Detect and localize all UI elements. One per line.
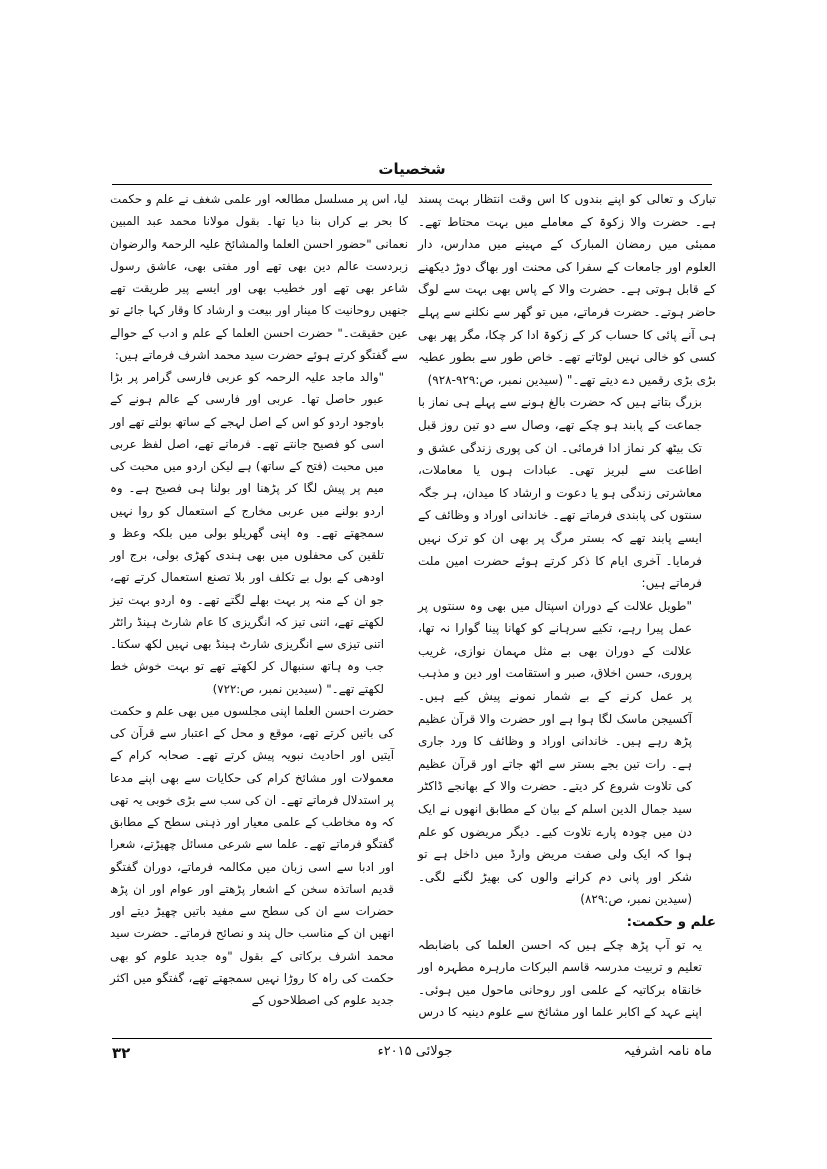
paragraph: بزرگ بتاتے ہیں کہ حضرت بالغ ہونے سے پہلے ہی نماز با جماعت کے پابند ہو چکے تھے، وصال سے دو تین روز قبل تک بیٹھ کر نماز ادا فرمائی۔ ان کی پوری زندگی عشق و اطاعت سے لبریز تھی۔ عبادات ہوں یا معاملات، معاشرتی زندگی ہو یا دعوت و ارشاد کا میدان، ہر جگہ سنتوں کی پابندی فرماتے تھے۔ خاندانی اوراد و وظائف کے ایسے پابند تھے کہ بستر مرگ پر بھی ان کو ترک نہیں فرمایا۔ آخری ایام کا ذکر کرتے ہوئے حضرت امین ملت فرماتے ہیں: xyxy=(418,395,702,591)
block-quote: "والد ماجد علیہ الرحمہ کو عربی فارسی گرامر پر بڑا عبور حاصل تھا۔ عربی اور فارسی کے عالم ہونے کے باوجود اردو کو اس کے اصل لہجے کے ساتھ بولتے تھے اور اسی کو فصیح جانتے تھے۔ فرماتے تھے، اصل لفظ عربی میں محبت (فتح کے ساتھ) ہے لیکن اردو میں محبت کی میم پر پیش لگا کر پڑھنا اور بولنا ہی فصیح ہے۔ وہ اردو بولنے میں عربی مخارج کے استعمال کو روا نہیں سمجھتے تھے۔ وہ اپنی گھریلو بولی میں بلکہ وعظ و تلقین کی محفلوں میں بھی ہندی کھڑی بولی، برج اور اودھی کے بول بے تکلف اور بلا تصنع استعمال کرتے تھے، جو ان کے منہ پر بہت بھلے لگتے تھے۔ وہ اردو بہت تیز لکھتے تھے، اتنی تیز کہ انگریزی کا عام شارٹ ہینڈ رائٹر اتنی تیزی سے انگریزی شارٹ ہینڈ بھی نہیں لکھ سکتا۔ جب وہ ہاتھ سنبھال کر لکھتے تھے تو بہت خوش خط لکھتے تھے۔" (سیدین نمبر، ص:۷۲۲) xyxy=(110,370,384,696)
section-heading: علم و حکمت: xyxy=(626,914,716,930)
paragraph: یہ تو آپ پڑھ چکے ہیں کہ احسن العلما کی باضابطہ تعلیم و تربیت مدرسہ قاسم البرکات مارہرہ مطہرہ اور خانقاہ برکاتیہ کے علمی اور روحانی ماحول میں ہوئی۔ اپنے عہد کے اکابر علما اور مشائخ سے علوم دینیہ کا درس xyxy=(418,937,702,1020)
paragraph: حضرت احسن العلما اپنی مجلسوں میں بھی علم و حکمت کی باتیں کرتے تھے، موقع و محل کے اعتبار سے قرآن کی آیتیں اور احادیث نبویہ پیش کرتے تھے۔ صحابہ کرام کے معمولات اور مشائخ کرام کی حکایات سے بھی اپنے مدعا پر استدلال فرماتے تھے۔ ان کی سب سے بڑی خوبی یہ تھی کہ وہ مخاطب کے علمی معیار اور ذہنی سطح کے مطابق گفتگو فرماتے تھے۔ علما سے شرعی مسائل چھیڑتے، شعرا اور ادبا سے اسی زبان میں مکالمہ فرماتے، دوران گفتگو قدیم اساتذہ سخن کے اشعار پڑھتے اور عوام اور ان پڑھ حضرات سے ان کی سطح سے مفید باتیں چھیڑ دیتے اور انھیں ان کے مناسب حال پند و نصائح فرماتے۔ حضرت سید محمد اشرف برکاتی کے بقول "وہ جدید علوم کو بھی حکمت کی راہ کا روڑا نہیں سمجھتے تھے، گفتگو میں اکثر جدید علوم کی اصطلاحوں کے xyxy=(110,703,394,1007)
paragraph: لیا، اس پر مسلسل مطالعہ اور علمی شغف نے علم و حکمت کا بحر بے کراں بنا دیا تھا۔ بقول مولانا محمد عبد المبین نعمانی "حضور احسن العلما والمشائخ علیہ الرحمۃ والرضوان زبردست عالم دین بھی تھے اور مفتی بھی، عاشق رسول شاعر بھی تھے اور خطیب بھی اور ایسے پیر طریقت تھے جنھیں روحانیت کا مینار اور بیعت و ارشاد کا وقار کہا جائے تو عین حقیقت۔" حضرت احسن العلما کے علم و ادب کے حوالے سے گفتگو کرتے ہوئے حضرت سید محمد اشرف فرماتے ہیں: xyxy=(110,192,408,362)
left-column xyxy=(110,188,408,1011)
header-rule xyxy=(112,184,712,185)
block-quote: "طویل علالت کے دوران اسپتال میں بھی وہ سنتوں پر عمل پیرا رہے، تکیے سرہانے کو کھانا پینا گوارا نہ تھا، علالت کے دوران بھی بے مثل مہمان نوازی، غریب پروری، حسن اخلاق، صبر و استقامت اور دین و مذہب پر عمل کرنے کے بے شمار نمونے پیش کیے ہیں۔ آکسیجن ماسک لگا ہوا ہے اور حضرت والا قرآن عظیم پڑھ رہے ہیں۔ خاندانی اوراد و وظائف کا ورد جاری ہے۔ رات تین بجے بستر سے اٹھ جاتے اور قرآن عظیم کی تلاوت شروع کر دیتے۔ حضرت والا کے بھانجے ڈاکٹر سید جمال الدین اسلم کے بیان کے مطابق انھوں نے ایک دن میں چودہ پارے تلاوت کیے۔ دیگر مریضوں کو علم ہوا کہ ایک ولی صفت مریض وارڈ میں داخل ہے تو شکر اور پانی دم کرانے والوں کی بھیڑ لگنے لگی۔ (سیدین نمبر، ص:۸۲۹) xyxy=(418,598,692,907)
footer-rule xyxy=(112,1038,712,1039)
page-number: ۳۲ xyxy=(112,1044,131,1062)
page-header-title: شخصیات xyxy=(378,160,446,178)
paragraph: تبارک و تعالی کو اپنے بندوں کا اس وقت انتظار بہت پسند ہے۔ حضرت والا زکوۃ کے معاملے میں بہت محتاط تھے۔ ممبئی میں رمضان المبارک کے مہینے میں مدارس، دار العلوم اور جامعات کے سفرا کی محنت اور بھاگ دوڑ دیکھنے کے قابل ہوتی ہے۔ حضرت والا کے پاس بھی بہت سے لوگ حاضر ہوتے۔ حضرت فرماتے، میں تو گھر سے نکلنے سے پہلے ہی آنے پائی کا حساب کر کے زکوۃ ادا کر چکا، مگر پھر بھی کسی کو خالی نہیں لوٹاتے تھے۔ خاص طور سے بطور عطیہ بڑی بڑی رقمیں دے دیتے تھے۔" (سیدین نمبر، ص:۹۲۹-۹۲۸) xyxy=(418,192,716,387)
right-column xyxy=(418,188,716,1024)
footer-date: جولائی ۲۰۱۵ء xyxy=(377,1044,453,1059)
footer-magazine-name: ماہ نامہ اشرفیہ xyxy=(623,1044,712,1059)
